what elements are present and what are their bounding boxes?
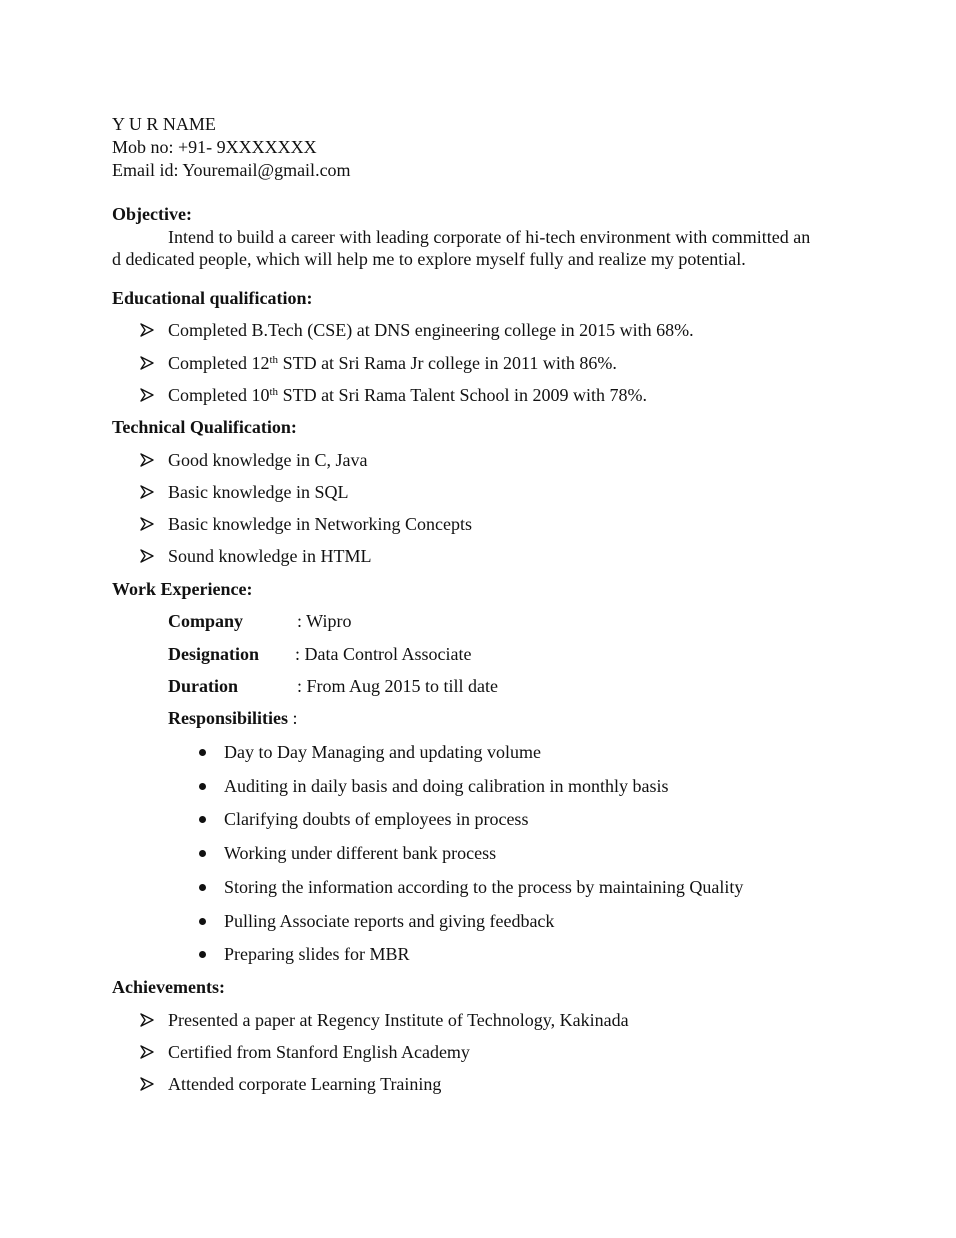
arrow-bullet-icon <box>140 449 154 471</box>
bullet-dot-icon <box>199 918 206 925</box>
company-label: Company <box>168 611 244 631</box>
technical-item: Sound knowledge in HTML <box>168 545 371 567</box>
objective-heading: Objective: <box>112 204 192 224</box>
designation-value: : Data Control Associate <box>295 644 472 664</box>
bullet-dot-icon <box>199 884 206 891</box>
achievements-heading: Achievements: <box>112 977 225 997</box>
arrow-bullet-icon <box>140 384 154 406</box>
objective-text-line-1: Intend to build a career with leading corporate of hi-tech environment with committed an <box>168 227 811 247</box>
work-experience-heading: Work Experience: <box>112 579 253 599</box>
achievement-item: Attended corporate Learning Training <box>168 1073 441 1095</box>
designation-label: Designation <box>168 644 260 664</box>
technical-item: Basic knowledge in Networking Concepts <box>168 513 472 535</box>
responsibility-item: Auditing in daily basis and doing calibration in monthly basis <box>224 775 668 797</box>
email-address: Email id: Youremail@gmail.com <box>112 160 351 180</box>
responsibility-item: Storing the information according to the process by maintaining Quality <box>224 876 743 898</box>
arrow-bullet-icon <box>140 1009 154 1031</box>
arrow-bullet-icon <box>140 545 154 567</box>
responsibilities-label: Responsibilities : <box>168 708 298 728</box>
responsibility-item: Clarifying doubts of employees in process <box>224 808 528 830</box>
responsibility-item: Preparing slides for MBR <box>224 943 409 965</box>
bullet-dot-icon <box>199 816 206 823</box>
responsibility-item: Day to Day Managing and updating volume <box>224 741 541 763</box>
technical-item: Basic knowledge in SQL <box>168 481 348 503</box>
education-heading: Educational qualification: <box>112 288 313 308</box>
duration-label: Duration <box>168 676 239 696</box>
responsibility-item: Working under different bank process <box>224 842 496 864</box>
company-value: : Wipro <box>297 611 352 631</box>
arrow-bullet-icon <box>140 352 154 374</box>
bullet-dot-icon <box>199 783 206 790</box>
education-item: Completed 12th STD at Sri Rama Jr college in 2011 with 86%. <box>168 352 617 374</box>
responsibility-item: Pulling Associate reports and giving feedback <box>224 910 554 932</box>
education-item: Completed 10th STD at Sri Rama Talent School in 2009 with 78%. <box>168 384 647 406</box>
mobile-number: Mob no: +91- 9XXXXXXX <box>112 137 317 157</box>
objective-text-line-2: d dedicated people, which will help me to explore myself fully and realize my potential. <box>112 249 746 269</box>
arrow-bullet-icon <box>140 319 154 341</box>
achievement-item: Certified from Stanford English Academy <box>168 1041 470 1063</box>
education-item: Completed B.Tech (CSE) at DNS engineering college in 2015 with 68%. <box>168 319 694 341</box>
achievement-item: Presented a paper at Regency Institute of Technology, Kakinada <box>168 1009 629 1031</box>
bullet-dot-icon <box>199 850 206 857</box>
candidate-name: Y U R NAME <box>112 114 216 134</box>
arrow-bullet-icon <box>140 1041 154 1063</box>
duration-value: : From Aug 2015 to till date <box>297 676 498 696</box>
technical-item: Good knowledge in C, Java <box>168 449 367 471</box>
technical-heading: Technical Qualification: <box>112 417 297 437</box>
bullet-dot-icon <box>199 951 206 958</box>
arrow-bullet-icon <box>140 513 154 535</box>
bullet-dot-icon <box>199 749 206 756</box>
arrow-bullet-icon <box>140 1073 154 1095</box>
arrow-bullet-icon <box>140 481 154 503</box>
